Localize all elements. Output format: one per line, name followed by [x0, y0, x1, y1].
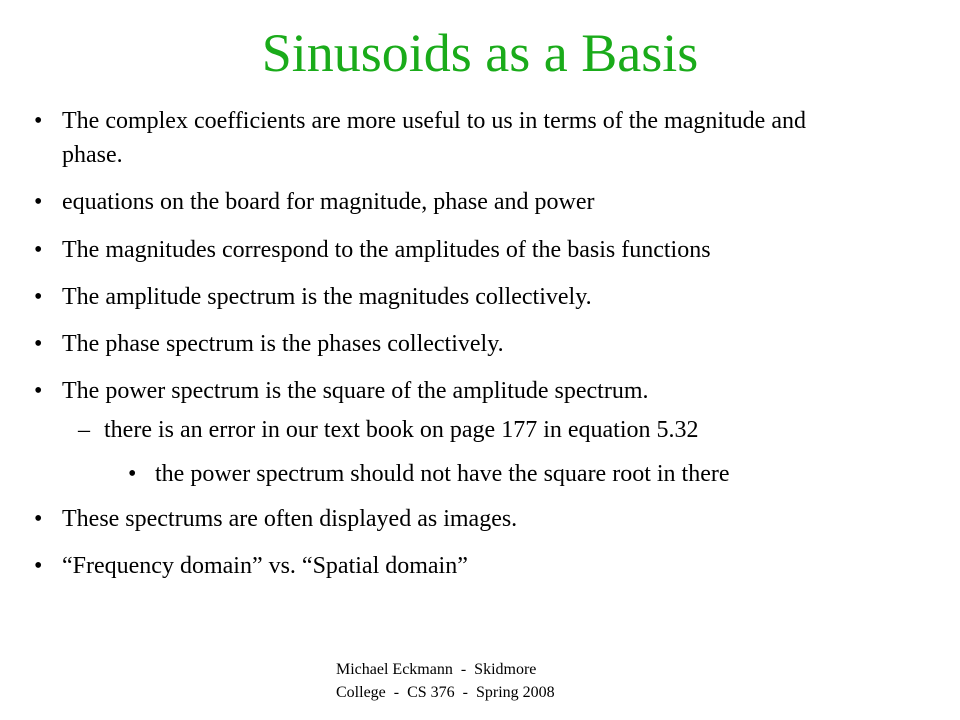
bullet-marker: • [34, 378, 43, 404]
bullet-text: The power spectrum is the square of the amplitude spectrum. [62, 378, 649, 404]
slide-title: Sinusoids as a Basis [261, 23, 699, 83]
dash-marker: – [78, 417, 90, 443]
sub-bullet-text: there is an error in our text book on page 177 in equation 5.32 [104, 417, 699, 443]
bullet-text: The magnitudes correspond to the amplitudes of the basis functions [62, 237, 711, 263]
footer: Michael Eckmann - Skidmore College - CS 376 - Spring 2008 [336, 661, 555, 701]
bullet-marker: • [34, 189, 43, 215]
bullet-marker: • [34, 108, 43, 134]
bullet-marker: • [34, 284, 43, 310]
bullet-text: These spectrums are often displayed as images. [62, 506, 518, 532]
bullet-text: equations on the board for magnitude, phase and power [62, 189, 595, 215]
bullet-text: The complex coefficients are more useful to us in terms of the magnitude and phase. [62, 108, 806, 168]
bullet-marker: • [34, 237, 43, 263]
bullet-marker: • [34, 506, 43, 532]
bullet-text: The amplitude spectrum is the magnitudes collectively. [62, 284, 592, 310]
bullet-marker: • [128, 461, 137, 487]
bullet-marker: • [34, 553, 43, 579]
bullet-text: The phase spectrum is the phases collectively. [62, 331, 504, 357]
sub-sub-bullet-text: the power spectrum should not have the square root in there [155, 461, 730, 487]
bullet-text: “Frequency domain” vs. “Spatial domain” [62, 553, 468, 579]
bullet-marker: • [34, 331, 43, 357]
